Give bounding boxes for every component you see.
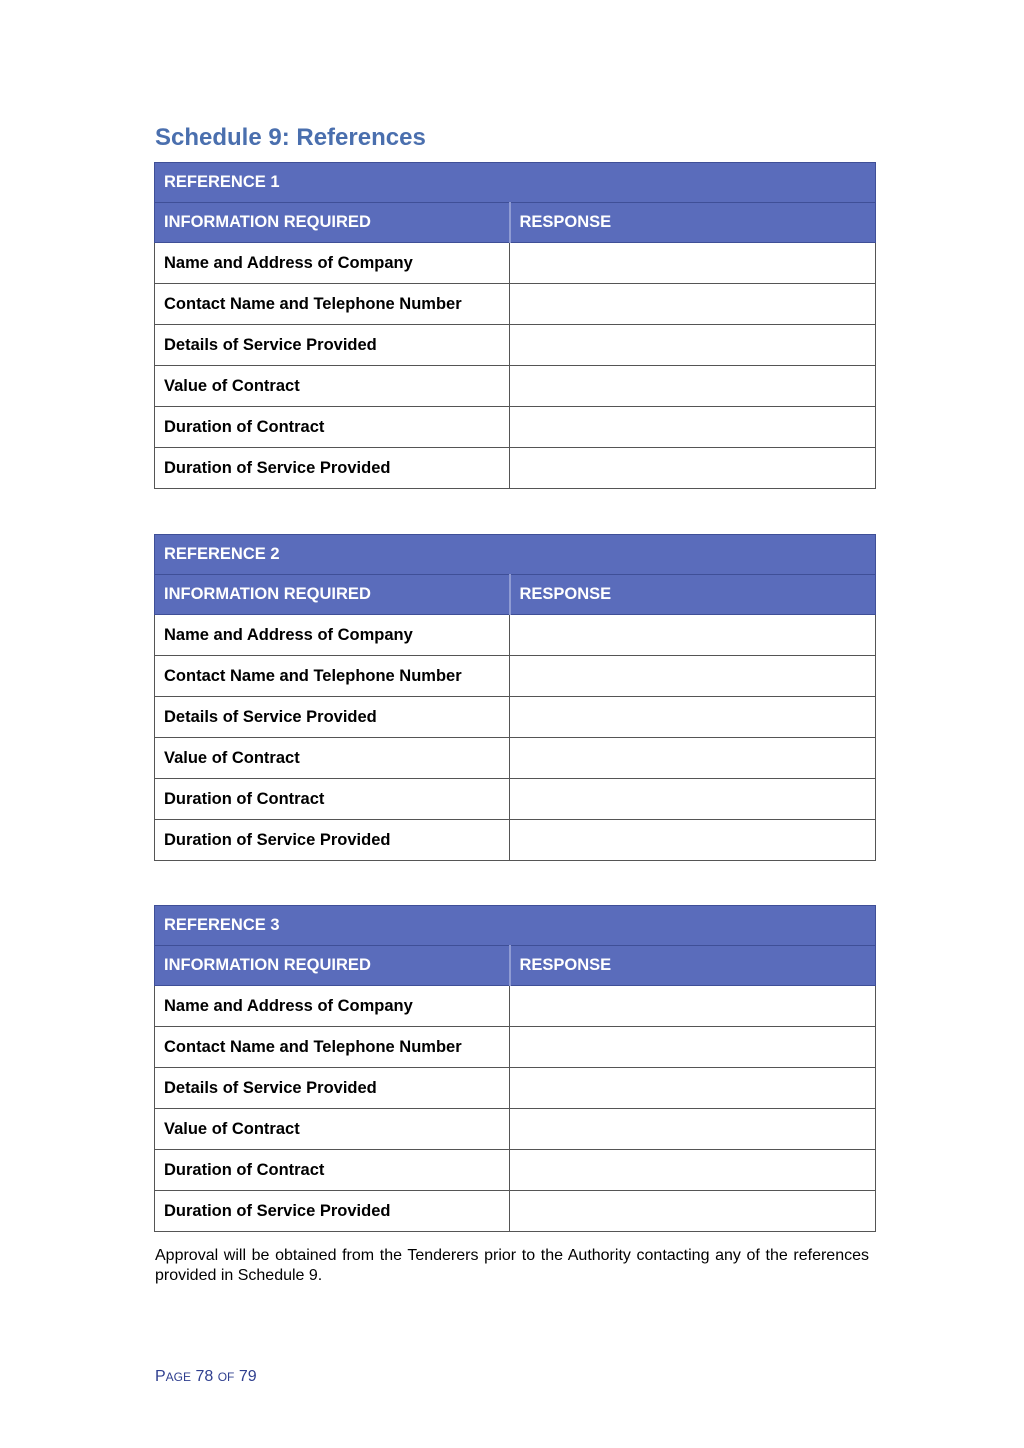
table-row [155, 820, 876, 861]
footer-current-page: 78 [195, 1368, 214, 1385]
response-field[interactable] [510, 284, 875, 324]
response-field[interactable] [510, 1150, 875, 1190]
table-title: REFERENCE 2 [155, 535, 876, 575]
response-cell[interactable] [510, 448, 876, 489]
table-row [155, 1109, 876, 1150]
column-header-information: INFORMATION REQUIRED [155, 203, 510, 243]
response-cell[interactable] [510, 366, 876, 407]
response-field[interactable] [510, 779, 875, 819]
row-label: Contact Name and Telephone Number [155, 1027, 510, 1068]
reference-table-2 [154, 534, 876, 861]
response-field[interactable] [510, 738, 875, 778]
footer-of-word: OF [217, 1370, 235, 1384]
table-row [155, 986, 876, 1027]
row-label: Value of Contract [155, 738, 510, 779]
table-title: REFERENCE 1 [155, 163, 876, 203]
page-number-footer [155, 1367, 257, 1387]
table-row [155, 738, 876, 779]
footer-total-pages: 79 [238, 1368, 257, 1385]
response-field[interactable] [510, 448, 875, 488]
response-field[interactable] [510, 1191, 875, 1231]
row-label: Duration of Contract [155, 1150, 510, 1191]
response-cell[interactable] [510, 615, 876, 656]
response-field[interactable] [510, 656, 875, 696]
reference-table-1 [154, 162, 876, 489]
table-header-row [155, 203, 876, 243]
response-cell[interactable] [510, 284, 876, 325]
response-field[interactable] [510, 615, 875, 655]
row-label: Value of Contract [155, 366, 510, 407]
table-row [155, 284, 876, 325]
table-title: REFERENCE 3 [155, 906, 876, 946]
footer-page-initial: P [155, 1368, 166, 1385]
row-label: Details of Service Provided [155, 1068, 510, 1109]
approval-note: Approval will be obtained from the Tenderers prior to the Authority contacting any of the references provided in Schedule 9. [155, 1247, 869, 1284]
table-title-row [155, 535, 876, 575]
response-cell[interactable] [510, 1191, 876, 1232]
response-cell[interactable] [510, 697, 876, 738]
response-field[interactable] [510, 1027, 875, 1067]
response-cell[interactable] [510, 243, 876, 284]
response-field[interactable] [510, 697, 875, 737]
table-row [155, 1027, 876, 1068]
row-label: Duration of Contract [155, 407, 510, 448]
table-row [155, 697, 876, 738]
table-row [155, 407, 876, 448]
row-label: Details of Service Provided [155, 697, 510, 738]
column-header-response: RESPONSE [510, 203, 876, 243]
row-label: Duration of Service Provided [155, 820, 510, 861]
response-cell[interactable] [510, 1150, 876, 1191]
response-field[interactable] [510, 986, 875, 1026]
row-label: Contact Name and Telephone Number [155, 656, 510, 697]
column-header-information: INFORMATION REQUIRED [155, 575, 510, 615]
response-field[interactable] [510, 407, 875, 447]
row-label: Details of Service Provided [155, 325, 510, 366]
response-cell[interactable] [510, 986, 876, 1027]
response-cell[interactable] [510, 325, 876, 366]
table-row [155, 1191, 876, 1232]
column-header-response: RESPONSE [510, 575, 876, 615]
response-field[interactable] [510, 1068, 875, 1108]
response-field[interactable] [510, 820, 875, 860]
row-label: Name and Address of Company [155, 986, 510, 1027]
table-row [155, 366, 876, 407]
table-header-row [155, 946, 876, 986]
response-cell[interactable] [510, 656, 876, 697]
row-label: Duration of Service Provided [155, 1191, 510, 1232]
response-field[interactable] [510, 366, 875, 406]
table-row [155, 448, 876, 489]
page-title: Schedule 9: References [155, 124, 426, 151]
table-row [155, 243, 876, 284]
response-field[interactable] [510, 1109, 875, 1149]
column-header-information: INFORMATION REQUIRED [155, 946, 510, 986]
table-row [155, 615, 876, 656]
row-label: Contact Name and Telephone Number [155, 284, 510, 325]
response-cell[interactable] [510, 779, 876, 820]
response-field[interactable] [510, 325, 875, 365]
row-label: Value of Contract [155, 1109, 510, 1150]
response-cell[interactable] [510, 407, 876, 448]
response-cell[interactable] [510, 820, 876, 861]
response-cell[interactable] [510, 1068, 876, 1109]
table-row [155, 656, 876, 697]
row-label: Duration of Service Provided [155, 448, 510, 489]
response-field[interactable] [510, 243, 875, 283]
table-row [155, 779, 876, 820]
table-row [155, 1068, 876, 1109]
response-cell[interactable] [510, 1109, 876, 1150]
table-row [155, 325, 876, 366]
row-label: Duration of Contract [155, 779, 510, 820]
table-row [155, 1150, 876, 1191]
row-label: Name and Address of Company [155, 615, 510, 656]
row-label: Name and Address of Company [155, 243, 510, 284]
table-title-row [155, 906, 876, 946]
column-header-response: RESPONSE [510, 946, 876, 986]
reference-table-3 [154, 905, 876, 1232]
table-header-row [155, 575, 876, 615]
response-cell[interactable] [510, 1027, 876, 1068]
table-title-row [155, 163, 876, 203]
response-cell[interactable] [510, 738, 876, 779]
footer-page-word: AGE [165, 1370, 192, 1384]
